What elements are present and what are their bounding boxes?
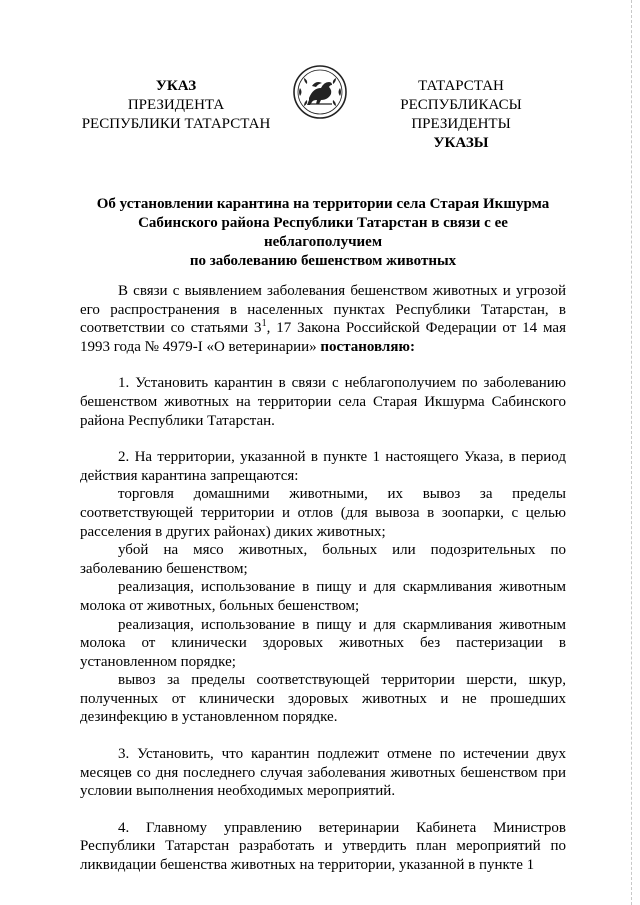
paragraph-2e: вывоз за пределы соответствующей территории шерсти, шкур, полученных от клинически здоровых животных и не прошедших дезинфекцию в установленном порядке.	[80, 672, 566, 726]
page-edge-divider	[631, 0, 632, 905]
header-left	[80, 77, 272, 134]
title-line1: Об установлении карантина на территории села Старая Икшурма	[96, 196, 550, 212]
preamble-bold-word: постановляю	[320, 338, 410, 355]
preamble-tail: :	[409, 338, 415, 355]
preamble-text-mid: , 17 Закона Российской Федерации от 14 мая 1993 года № 4979-I «О ветеринарии»	[80, 320, 566, 355]
title-line2: Сабинского района Республики Татарстан в связи с ее неблагополучием	[138, 215, 508, 250]
header-left-line3: РЕСПУБЛИКИ ТАТАРСТАН	[81, 116, 271, 132]
preamble-paragraph	[80, 282, 566, 356]
header-right-line1: ТАТАРСТАН РЕСПУБЛИКАСЫ	[400, 78, 522, 113]
header-left-line1: УКАЗ	[155, 78, 197, 94]
paragraph-2d: реализация, использование в пищу и для скармливания животным молока от клинически здоровых животных без пастеризации в установленном порядке;	[80, 616, 566, 670]
title-line3: по заболеванию бешенством животных	[189, 253, 457, 269]
header-right-line3: УКАЗЫ	[433, 135, 489, 151]
preamble-superscript: 1	[261, 318, 267, 330]
header-right	[370, 77, 552, 153]
paragraph-3: 3. Установить, что карантин подлежит отмене по истечении двух месяцев со дня последнего случая заболевания животных бешенством при условии выполнения необходимых мероприятий.	[80, 746, 566, 800]
document-body	[80, 282, 566, 875]
paragraph-2a: торговля домашними животными, их вывоз за пределы соответствующей территории и отлов (для вывоза в зоопарки, с целью расселения в других районах) диких животных;	[80, 486, 566, 540]
coat-of-arms-icon	[292, 64, 348, 120]
paragraph-1: 1. Установить карантин в связи с неблагополучием по заболеванию бешенством животных на территории села Старая Икшурма Сабинского района Республики Татарстан.	[80, 375, 566, 429]
paragraph-2c: реализация, использование в пищу и для скармливания животным молока от животных, больных бешенством;	[80, 579, 566, 614]
paragraph-2: 2. На территории, указанной в пункте 1 настоящего Указа, в период действия карантина запрещаются:	[80, 449, 566, 484]
header-right-line2: ПРЕЗИДЕНТЫ	[411, 116, 511, 132]
paragraph-4: 4. Главному управлению ветеринарии Кабинета Министров Республики Татарстан разработать и утвердить план мероприятий по ликвидации бешенства животных на территории, указанной в пункте 1	[80, 819, 566, 874]
header-left-line2: ПРЕЗИДЕНТА	[127, 97, 225, 113]
preamble-text-start: В связи с выявлением заболевания бешенством животных и угрозой его распространения в населенных пунктах Республики Татарстан, в соответствии со статьями 3	[80, 283, 566, 337]
paragraph-2b: убой на мясо животных, больных или подозрительных по заболеванию бешенством;	[80, 542, 566, 577]
document-title	[80, 195, 566, 271]
